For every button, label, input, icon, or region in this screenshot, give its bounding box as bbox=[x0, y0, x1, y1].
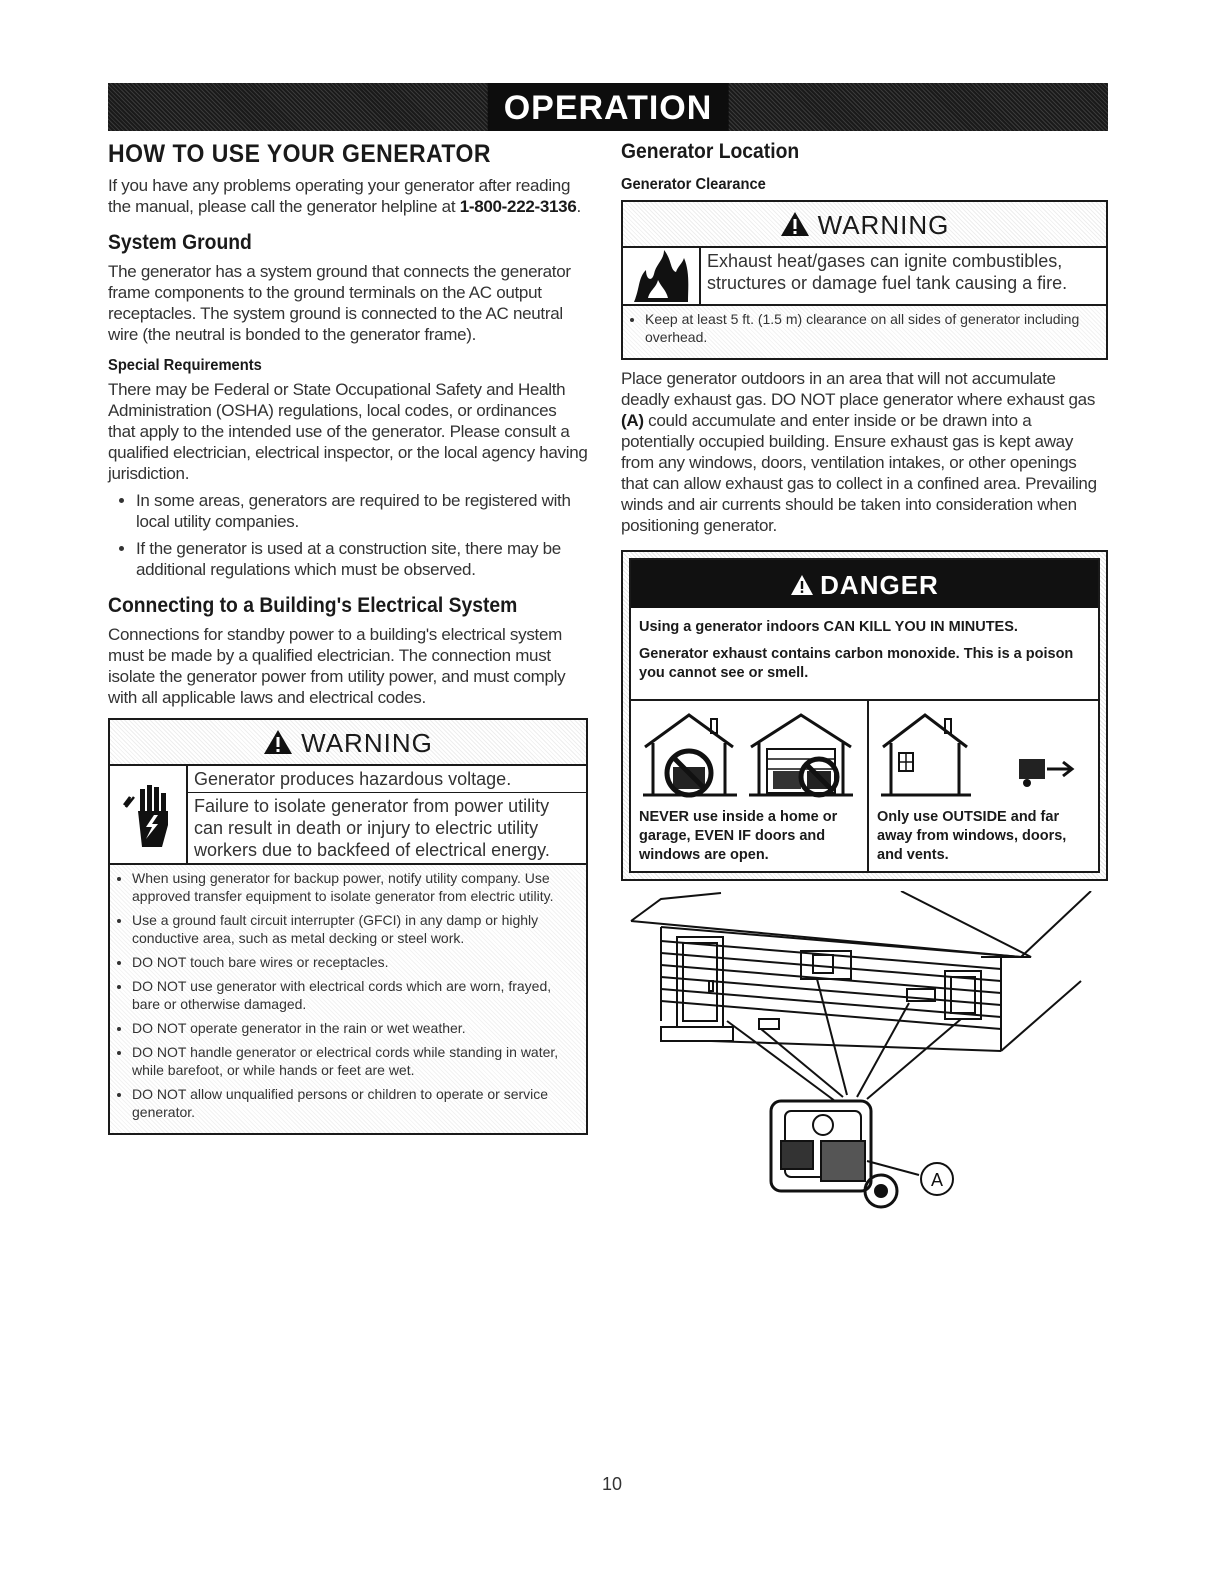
page-number: 10 bbox=[601, 1474, 623, 1494]
special-requirements-heading: Special Requirements bbox=[108, 357, 262, 374]
danger-panel bbox=[629, 558, 1100, 873]
never-indoors-text: NEVER use inside a home or garage, EVEN IF doors and windows are open. bbox=[639, 809, 838, 863]
outdoor-generator-illustration bbox=[877, 707, 1087, 799]
no-indoor-generator-illustration bbox=[639, 707, 859, 799]
list-item: • DO NOT use generator with electrical cords which are worn, frayed, bare or otherwise damaged. bbox=[132, 977, 578, 1013]
list-item: • In some areas, generators are required to be registered with local utility companies. bbox=[136, 490, 588, 532]
fire-icon bbox=[623, 248, 701, 304]
right-column bbox=[621, 140, 1108, 1231]
list-item: • Use a ground fault circuit interrupter (GFCI) in any damp or highly conductive area, such as metal decking or steel work. bbox=[132, 911, 578, 947]
warning-title: WARNING bbox=[817, 210, 950, 240]
warning-header bbox=[623, 202, 1106, 248]
special-requirements-text: There may be Federal or State Occupational Safety and Health Administration (OSHA) regulations, local codes, or ordinances that apply to the intended use of the generator. Please consult a qualified electrician, electrical inspector, or the local agency having jurisdiction. bbox=[108, 380, 588, 483]
warning-triangle-icon bbox=[780, 211, 810, 237]
list-item: • When using generator for backup power, notify utility company. Use approved transfer equipment to isolate generator from electric utility. bbox=[132, 869, 578, 905]
danger-header bbox=[631, 560, 1098, 608]
warning-line-2: Failure to isolate generator from power utility can result in death or injury to electric utility workers due to backfeed of electrical energy. bbox=[188, 792, 586, 863]
list-item: • DO NOT operate generator in the rain or wet weather. bbox=[132, 1019, 578, 1037]
helpline-number: 1-800-222-3136 bbox=[459, 197, 577, 216]
section-title: OPERATION bbox=[488, 83, 729, 131]
warning-triangle-icon bbox=[263, 729, 293, 755]
list-item: • Keep at least 5 ft. (1.5 m) clearance on all sides of generator including overhead. bbox=[645, 310, 1098, 346]
outdoor-use-text: Only use OUTSIDE and far away from windows, doors, and vents. bbox=[877, 809, 1067, 863]
warning-message bbox=[623, 248, 1106, 306]
list-item: • DO NOT touch bare wires or receptacles. bbox=[132, 953, 578, 971]
warning-text bbox=[188, 766, 586, 863]
intro-paragraph bbox=[108, 175, 588, 217]
warning-header bbox=[110, 720, 586, 766]
main-heading: HOW TO USE YOUR GENERATOR bbox=[108, 140, 491, 168]
danger-line-2: Generator exhaust contains carbon monoxide. This is a poison you cannot see or smell. bbox=[639, 646, 1074, 681]
generator-placement-illustration bbox=[621, 891, 1108, 1231]
placement-text-2: could accumulate and enter inside or be drawn into a potentially occupied building. Ensure exhaust gas is kept away from any windows, doors, ventilation intakes, or other openings that can allow exhaust gas to collect in a confined area. Prevailing winds and air currents should be taken into consideration when positioning generator. bbox=[621, 411, 1097, 535]
list-item: • DO NOT allow unqualified persons or children to operate or service generator. bbox=[132, 1085, 578, 1121]
voltage-warning-box bbox=[108, 718, 588, 1135]
danger-line-1: Using a generator indoors CAN KILL YOU IN MINUTES. bbox=[639, 619, 1018, 635]
generator-clearance-heading: Generator Clearance bbox=[621, 176, 766, 193]
intro-text: If you have any problems operating your generator after reading the manual, please call the generator helpline at bbox=[108, 176, 571, 216]
system-ground-heading: System Ground bbox=[108, 231, 252, 254]
never-indoors-panel bbox=[631, 701, 867, 871]
helpline-period: . bbox=[576, 197, 581, 216]
danger-box bbox=[621, 550, 1108, 881]
warning-list bbox=[110, 865, 586, 1133]
placement-label: (A) bbox=[621, 411, 644, 430]
outdoor-use-panel bbox=[867, 701, 1098, 871]
warning-message bbox=[110, 766, 586, 865]
danger-triangle-icon bbox=[790, 574, 814, 596]
electric-shock-icon bbox=[110, 766, 188, 863]
connecting-heading: Connecting to a Building's Electrical System bbox=[108, 594, 518, 617]
system-ground-text: The generator has a system ground that connects the generator frame components to the ground terminals on the AC output receptacles. The system ground is connected to the AC neutral wire (the neutral is bonded to the generator frame). bbox=[108, 262, 571, 344]
list-item: • If the generator is used at a construction site, there may be additional regulations which must be observed. bbox=[136, 538, 588, 580]
left-column bbox=[108, 140, 588, 1135]
section-banner bbox=[108, 83, 1108, 131]
special-requirements-list bbox=[108, 490, 588, 580]
warning-line-1: Generator produces hazardous voltage. bbox=[194, 769, 512, 789]
warning-list bbox=[623, 306, 1106, 358]
generator-location-heading: Generator Location bbox=[621, 140, 800, 163]
fire-warning-box bbox=[621, 200, 1108, 360]
callout-a-label: A bbox=[930, 1170, 944, 1190]
danger-title: DANGER bbox=[820, 570, 939, 600]
list-item: • DO NOT handle generator or electrical cords while standing in water, while barefoot, or while hands or feet are wet. bbox=[132, 1043, 578, 1079]
placement-text-1: Place generator outdoors in an area that will not accumulate deadly exhaust gas. DO NOT place generator where exhaust gas bbox=[621, 369, 1096, 409]
danger-message bbox=[631, 608, 1098, 701]
warning-text bbox=[701, 248, 1106, 304]
placement-paragraph bbox=[621, 368, 1108, 536]
warning-line-1: Exhaust heat/gases can ignite combustibles, structures or damage fuel tank causing a fire. bbox=[707, 251, 1068, 293]
danger-illustrations bbox=[631, 701, 1098, 871]
connecting-text: Connections for standby power to a building's electrical system must be made by a qualified electrician. The connection must isolate the generator power from utility power, and must comply with all applicable laws and electrical codes. bbox=[108, 625, 566, 707]
warning-title: WARNING bbox=[301, 728, 433, 758]
